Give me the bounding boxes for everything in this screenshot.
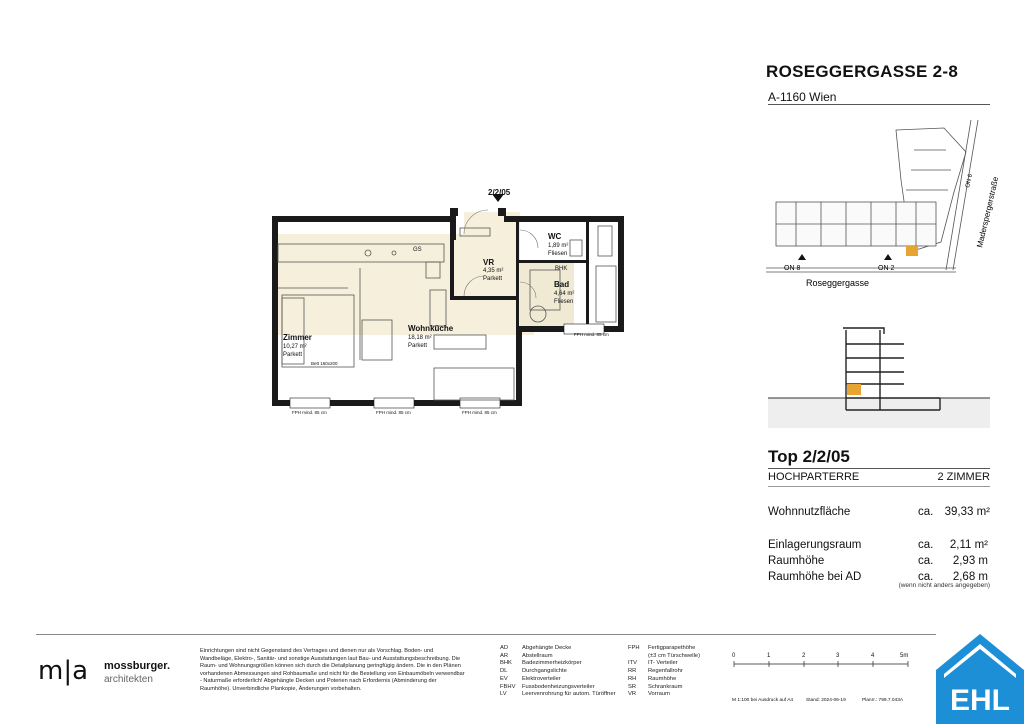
scale-tick-0: 0 xyxy=(732,653,736,659)
unit-floor: HOCHPARTERRE xyxy=(768,471,860,483)
room-wohnkueche-name: Wohnküche xyxy=(408,324,454,333)
legend-row: EV Elektroverteiler xyxy=(500,675,561,682)
room-vr-name: VR xyxy=(483,258,495,267)
scale-tick-3: 3 xyxy=(836,653,840,659)
ehl-logo xyxy=(936,634,1024,724)
room-wc-area: 1,89 m² xyxy=(548,243,569,249)
ehl-logo-text: EHL xyxy=(950,684,1010,717)
legend-row: LV Leervenrohrung für autom. Türöffner xyxy=(500,691,616,698)
legend-row: BHK Badezimmerheizkörper xyxy=(500,660,582,667)
project-address: A-1160 Wien xyxy=(768,90,837,104)
gs-label: GS xyxy=(413,247,422,253)
room-vr-area: 4,35 m² xyxy=(483,268,504,274)
storage-ca: ca. xyxy=(918,539,934,551)
legend-row: RR Regenfallrohr xyxy=(628,668,683,675)
section-view xyxy=(768,320,990,428)
area-value: 39,33 m² xyxy=(944,506,990,518)
fph-label-4: FPH mind. 85 cm xyxy=(574,332,609,337)
room-wc-name: WC xyxy=(548,232,562,241)
site-marker-on8: ON 8 xyxy=(784,265,801,272)
legend-row: SR Schrankraum xyxy=(628,683,683,690)
room-wohnkueche-floor: Parkett xyxy=(408,343,428,349)
scale-tick-1: 1 xyxy=(767,653,771,659)
area-ca: ca. xyxy=(918,506,934,518)
street-roseggergasse: Roseggergasse xyxy=(806,278,870,288)
scale-tick-4: 4 xyxy=(871,653,875,659)
fph-label-3: FPH mind. 85 cm xyxy=(462,410,497,415)
height-value: 2,93 m xyxy=(952,555,988,567)
room-zimmer-floor: Parkett xyxy=(283,352,303,358)
legend-row: DL Durchgangslichte xyxy=(500,668,567,675)
unit-rooms: 2 ZIMMER xyxy=(937,471,990,483)
date-note: Stand: 2024-06-19 xyxy=(806,698,846,703)
architect-logo-name: mossburger. xyxy=(104,660,171,672)
legend-col-2 xyxy=(628,645,728,699)
height-note: (wenn nicht anders angegeben) xyxy=(898,582,990,589)
room-bad-floor: Fliesen xyxy=(554,299,574,305)
disclaimer-text: Einrichtungen sind nicht Gegenstand des Vertrages und dienen nur als Vorschlag. Boden- und Wandbeläge, Elektro-, Sanitär- und sonstige Ausstattungen laut Bau- und Ausstattungsbeschreibung. Die Raum- und Wohnungsgrößen können sich durch die Detailplanung geringfügig ändern. Die in den Plänen vorhandenen Abmessungen sind Rohbaumaße und nicht für die Bestellung von Einbaumöbeln verwendbar - Naturmaße erforderlich! Abgehängte Decken und Poterien nach Erfordernis (Abminderung der Raumhöhe). Unverbindliche Plankopie, Änderungen vorbehalten. xyxy=(200,648,465,692)
unit-top-title: Top 2/2/05 xyxy=(768,447,850,466)
section-highlight xyxy=(847,384,861,395)
site-marker-on6: ON 6 xyxy=(965,173,975,189)
architect-logo-mark: m|a xyxy=(38,656,89,686)
plan-number: Planrr.: 799.7.043A xyxy=(862,698,904,703)
architect-logo-sub: architekten xyxy=(104,674,153,685)
room-zimmer-bed: Bett 160x200 xyxy=(311,361,338,366)
footer-divider xyxy=(36,634,936,635)
area-label: Wohnnutzfläche xyxy=(768,506,851,518)
scale-note: M 1:100 bei Ausdruck auf A4 xyxy=(732,698,794,703)
room-wc-floor: Fliesen xyxy=(548,251,568,257)
room-bad-name: Bad xyxy=(554,280,570,289)
site-marker-on2: ON 2 xyxy=(878,265,895,272)
site-plan xyxy=(766,120,1001,290)
legend-row: RH Raumhöhe xyxy=(628,675,677,682)
unit-divider xyxy=(768,468,990,469)
scale-bar xyxy=(730,652,920,672)
legend-row: FPH Fertigparapethöhe xyxy=(628,645,696,651)
storage-label: Einlagerungsraum xyxy=(768,539,862,551)
header-divider xyxy=(768,104,990,105)
height-label: Raumhöhe xyxy=(768,555,825,567)
fph-label-1: FPH mind. 85 cm xyxy=(292,410,327,415)
unit-divider-2 xyxy=(768,486,990,487)
room-zimmer-name: Zimmer xyxy=(283,333,312,342)
fph-label-2: FPH mind. 85 cm xyxy=(376,410,411,415)
height-ad-value: 2,68 m xyxy=(952,571,988,583)
legend-col-1 xyxy=(500,645,620,699)
legend-row: ITV IT- Verteiler xyxy=(628,660,678,667)
room-zimmer-area: 10,27 m² xyxy=(283,344,307,350)
scale-tick-2: 2 xyxy=(802,653,806,659)
bhk-label: BHK xyxy=(555,266,568,272)
door-id: 2/2/05 xyxy=(488,188,511,197)
room-bad-area: 4,64 m² xyxy=(554,291,575,297)
project-title: ROSEGGERGASSE 2-8 xyxy=(766,62,959,81)
room-vr-floor: Parkett xyxy=(483,276,503,282)
legend-row: FBHV Fussbodenheizungsverteiler xyxy=(500,683,595,690)
legend-row: VR Vorraum xyxy=(628,691,670,698)
scale-tick-5: 5m xyxy=(900,653,909,659)
storage-value: 2,11 m² xyxy=(949,539,988,551)
legend-row: AD Abgehängte Decke xyxy=(500,645,572,651)
room-wohnkueche-area: 18,18 m² xyxy=(408,335,432,341)
street-madersperger: Maderspergerstraße xyxy=(975,175,1001,249)
floor-plan xyxy=(264,190,634,456)
legend-row: AR Abstellraum xyxy=(500,652,553,659)
unit-highlight xyxy=(906,246,918,256)
height-ad-label: Raumhöhe bei AD xyxy=(768,571,862,583)
height-ad-ca: ca. xyxy=(918,571,934,583)
height-ca: ca. xyxy=(918,555,934,567)
legend-row: (±3 cm Türschwelle) xyxy=(648,652,701,659)
